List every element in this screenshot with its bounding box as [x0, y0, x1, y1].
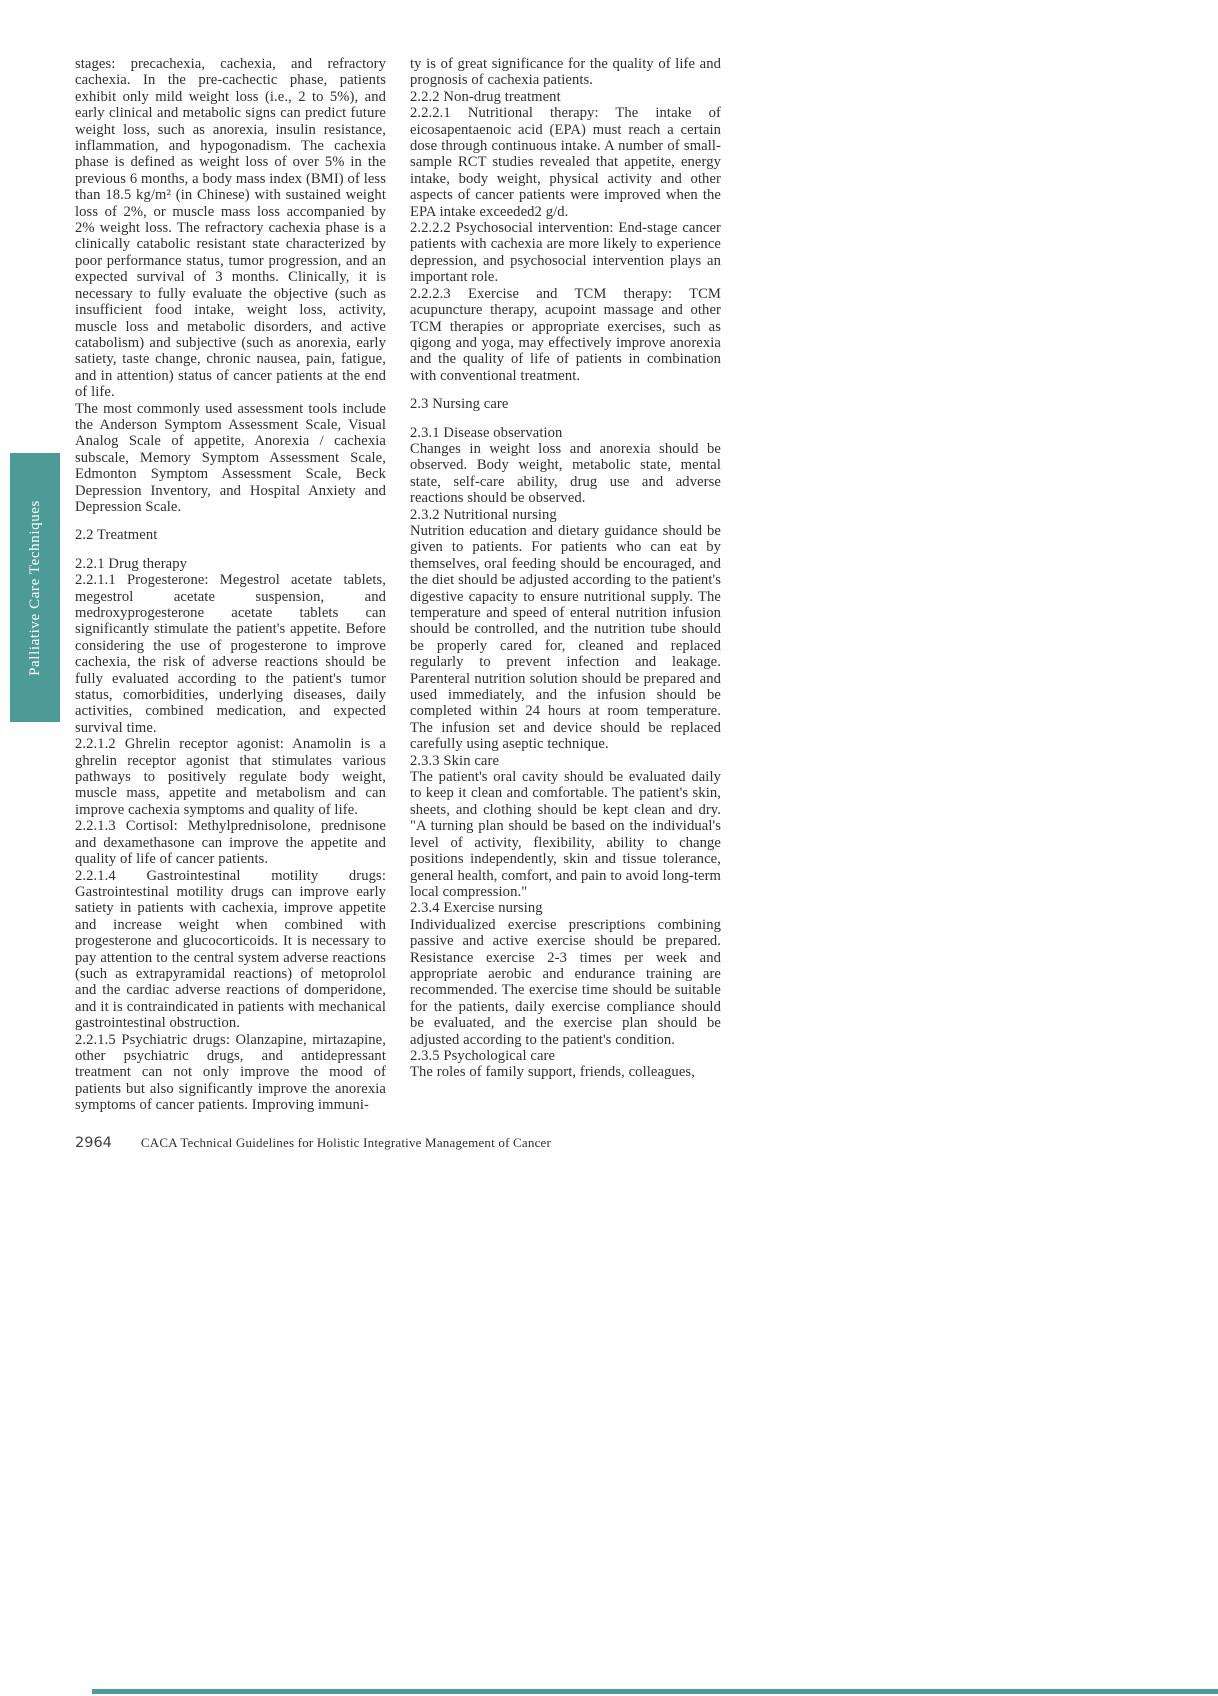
text-column-right — [410, 56, 721, 1081]
paragraph: 2.2.1.3 Cortisol: Methylprednisolone, prednisone and dexamethasone can improve the appetite and quality of life of cancer patients. — [75, 818, 386, 868]
running-title: CACA Technical Guidelines for Holistic Integrative Management of Cancer — [140, 1135, 552, 1150]
paragraph: 2.3.2 Nutritional nursing — [410, 506, 557, 523]
text-column-left — [75, 56, 386, 1114]
chapter-tab — [10, 453, 60, 722]
paragraph: 2.2.2.1 Nutritional therapy: The intake of eicosapentaenoic acid (EPA) must reach a certain dose through continuous intake. A number of small-sample RCT studies revealed that appetite, energy intake, body weight, physical activity and other aspects of cancer patients were improved when the EPA intake exceeded2 g/d. — [410, 105, 721, 220]
paragraph: 2.3.3 Skin care — [410, 752, 500, 769]
paragraph: stages: precachexia, cachexia, and refractory cachexia. In the pre-cachectic phase, patients exhibit only mild weight loss (i.e., 2 to 5%), and early clinical and metabolic signs can predict future weight loss, such as anorexia, insulin resistance, inflammation, and hypogonadism. The cachexia phase is defined as weight loss of over 5% in the previous 6 months, a body mass index (BMI) of less than 18.5 kg/m² (in Chinese) with sustained weight loss of 2%, or muscle mass loss accompanied by 2% weight loss. The refractory cachexia phase is a clinically catabolic resistant state characterized by poor performance status, tumor progression, and an expected survival of 3 months. Clinically, it is necessary to fully evaluate the objective (such as insufficient food intake, weight loss, activity, muscle loss and metabolic disorders, and active catabolism) and subjective (such as anorexia, early satiety, taste change, chronic nausea, pain, fatigue, and in attention) status of cancer patients at the end of life. — [75, 56, 386, 401]
chapter-tab-label: Palliative Care Techniques — [26, 499, 43, 676]
paragraph: 2.2.1.4 Gastrointestinal motility drugs: Gastrointestinal motility drugs can improve early satiety in patients with cachexia, improve appetite and increase weight when combined with progesterone and glucocorticoids. It is necessary to pay attention to the central system adverse reactions (such as extrapyramidal reactions) of metoprolol and the cardiac adverse reactions of domperidone, and it is contraindicated in patients with mechanical gastrointestinal obstruction. — [75, 867, 386, 1032]
paragraph: 2.2.1.1 Progesterone: Megestrol acetate tablets, megestrol acetate suspension, and medroxyprogesterone acetate tablets can significantly stimulate the patient's appetite. Before considering the use of progesterone to improve cachexia, the risk of adverse reactions should be fully evaluated according to the patient's tumor status, comorbidities, underlying diseases, daily activities, combined medication, and expected survival time. — [75, 572, 386, 736]
section-heading: 2.2.1 Drug therapy — [75, 555, 188, 572]
paragraph: The most commonly used assessment tools include the Anderson Symptom Assessment Scale, Visual Analog Scale of appetite, Anorexia / cachexia subscale, Memory Symptom Assessment Scale, Edmonton Symptom Assessment Scale, Beck Depression Inventory, and Hospital Anxiety and Depression Scale. — [75, 400, 386, 515]
paragraph: 2.2.2.3 Exercise and TCM therapy: TCM acupuncture therapy, acupoint massage and other TCM therapies or appropriate exercises, such as qigong and yoga, may effectively improve anorexia and the quality of life of patients in combination with conventional treatment. — [410, 285, 721, 384]
paragraph: Nutrition education and dietary guidance should be given to patients. For patients who can eat by themselves, oral feeding should be encouraged, and the diet should be adjusted according to the patient's digestive capacity to ensure nutritional supply. The temperature and speed of enteral nutrition infusion should be controlled, and the nutrition tube should be properly cared for, cleaned and replaced regularly to prevent infection and leakage. Parenteral nutrition solution should be prepared and used immediately, and the infusion should be completed within 24 hours at room temperature. The infusion set and device should be replaced carefully using aseptic technique. — [410, 522, 721, 753]
paragraph: The roles of family support, friends, colleagues, — [410, 1064, 695, 1081]
paragraph: 2.2.1.2 Ghrelin receptor agonist: Anamolin is a ghrelin receptor agonist that stimulates various pathways to positively regulate body weight, muscle mass, appetite and metabolism and can improve cachexia symptoms and quality of life. — [75, 736, 386, 818]
page-number: 2964 — [75, 1135, 112, 1151]
paragraph: ty is of great significance for the quality of life and prognosis of cachexia patients. — [410, 56, 721, 89]
paragraph: Individualized exercise prescriptions combining passive and active exercise should be prepared. Resistance exercise 2-3 times per week and appropriate aerobic and endurance training are recommended. The exercise time should be suitable for the patients, daily exercise compliance should be evaluated, and the exercise plan should be adjusted according to the patient's condition. — [410, 916, 721, 1048]
paragraph: 2.3.5 Psychological care — [410, 1047, 556, 1064]
paragraph: Changes in weight loss and anorexia should be observed. Body weight, metabolic state, mental state, self-care ability, drug use and adverse reactions should be observed. — [410, 440, 721, 507]
paragraph: 2.3.1 Disease observation — [410, 424, 563, 441]
paragraph: 2.2.2 Non-drug treatment — [410, 88, 561, 105]
section-heading: 2.3 Nursing care — [410, 396, 509, 413]
paragraph: 2.3.4 Exercise nursing — [410, 900, 543, 917]
footer — [75, 1135, 975, 1151]
section-heading: 2.2 Treatment — [75, 527, 158, 544]
paragraph: The patient's oral cavity should be evaluated daily to keep it clean and comfortable. The patient's skin, sheets, and clothing should be kept clean and dry. "A turning plan should be based on the individual's level of activity, flexibility, ability to change positions independently, skin and tissue tolerance, general health, comfort, and pain to avoid long-term local compression." — [410, 769, 721, 900]
paragraph: 2.2.1.5 Psychiatric drugs: Olanzapine, mirtazapine, other psychiatric drugs, and antidepressant treatment can not only improve the mood of patients but also significantly improve the anorexia symptoms of cancer patients. Improving immuni- — [75, 1031, 386, 1114]
paragraph: 2.2.2.2 Psychosocial intervention: End-stage cancer patients with cachexia are more likely to experience depression, and psychosocial intervention plays an important role. — [410, 220, 721, 286]
bottom-accent-bar — [92, 1689, 1218, 1694]
